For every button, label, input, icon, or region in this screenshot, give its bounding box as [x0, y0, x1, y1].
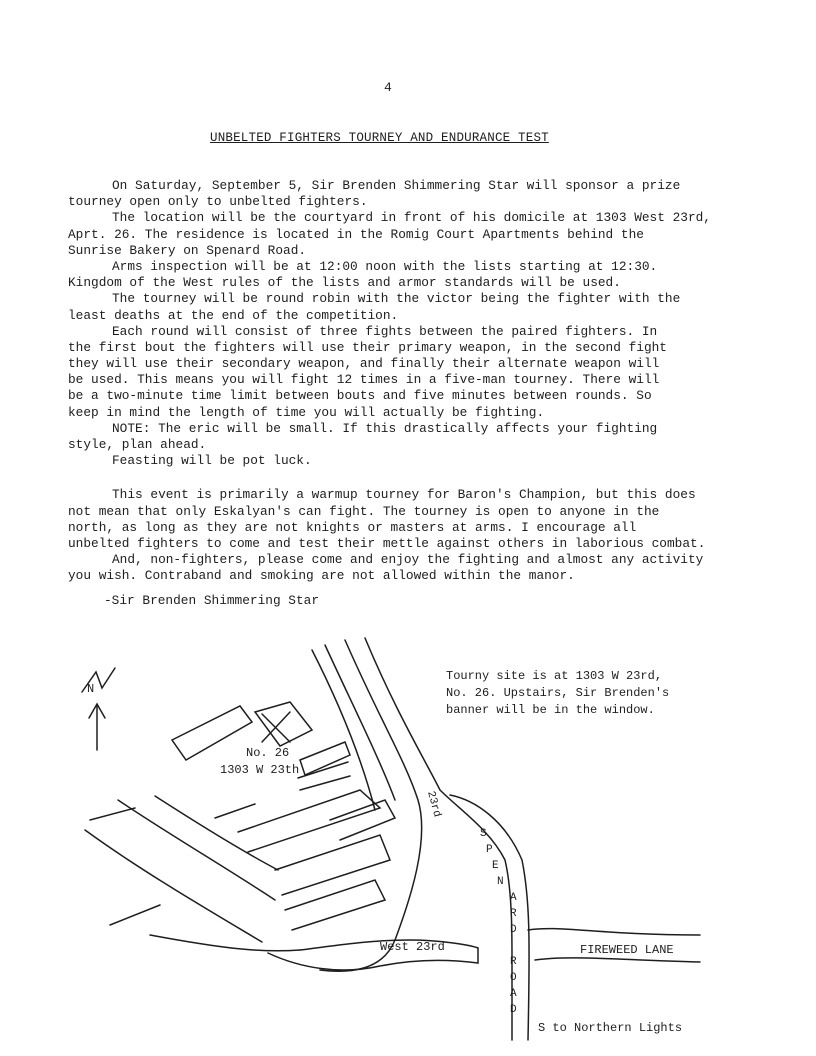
buildings [172, 702, 395, 930]
building-label-address: 1303 W 23th [220, 763, 300, 777]
paragraph-text: not mean that only Eskalyan's can fight. The tourney is open to anyone in the [68, 503, 660, 519]
street-label-west-23rd: West 23rd [380, 940, 445, 954]
building-label-number: No. 26 [246, 746, 290, 760]
site-note-line-3: banner will be in the window. [446, 703, 655, 717]
paragraph-text: Arms inspection will be at 12:00 noon with the lists starting at 12:30. [112, 258, 658, 274]
spenard-letter: R [510, 956, 517, 968]
spenard-letter: P [486, 844, 493, 856]
paragraph-text: be a two-minute time limit between bouts and five minutes between rounds. So [68, 388, 652, 404]
north-label: N [87, 682, 95, 696]
spenard-letter: N [497, 876, 504, 888]
paragraph-text: you wish. Contraband and smoking are not allowed within the manor. [68, 568, 575, 584]
paragraph-text: north, as long as they are not knights or masters at arms. I encourage all [68, 519, 637, 535]
paragraph-text: keep in mind the length of time you will actually be fighting. [68, 404, 545, 420]
paragraph-text: The location will be the courtyard in front of his domicile at 1303 West 23rd, [112, 210, 711, 226]
paragraph-text: be used. This means you will fight 12 times in a five-man tourney. There will [68, 372, 660, 388]
spenard-letter: E [492, 860, 499, 872]
spenard-letter: S [480, 828, 487, 840]
paragraph-text: This event is primarily a warmup tourney for Baron's Champion, but this does [112, 487, 696, 503]
street-label-23rd: 23rd [424, 789, 443, 819]
paragraph-text: tourney open only to unbelted fighters. [68, 194, 368, 210]
site-note-line-2: No. 26. Upstairs, Sir Brenden's [446, 686, 670, 700]
spenard-letter: O [510, 972, 517, 984]
paragraph-text: Sunrise Bakery on Spenard Road. [68, 242, 307, 258]
paragraph-text: the first bout the fighters will use their primary weapon, in the second fight [68, 339, 667, 355]
page-number: 4 [384, 80, 392, 95]
north-arrow-icon [82, 668, 115, 750]
paragraph-text: NOTE: The eric will be small. If this drastically affects your fighting [112, 420, 658, 436]
spenard-letter: R [510, 908, 517, 920]
spenard-letter: D [510, 1004, 517, 1016]
spenard-letter: A [510, 892, 517, 904]
paragraph-text: The tourney will be round robin with the victor being the fighter with the [112, 291, 681, 307]
paragraph-text: least deaths at the end of the competition. [68, 307, 399, 323]
street-label-fireweed: FIREWEED LANE [580, 943, 674, 957]
south-note: S to Northern Lights [538, 1021, 683, 1035]
paragraph-text: Feasting will be pot luck. [112, 453, 312, 469]
site-note-line-1: Tourny site is at 1303 W 23rd, [446, 669, 663, 683]
paragraph-text: Kingdom of the West rules of the lists and armor standards will be used. [68, 275, 621, 291]
paragraph-text: On Saturday, September 5, Sir Brenden Shimmering Star will sponsor a prize [112, 178, 681, 193]
left-lots [85, 796, 278, 942]
spenard-letter: D [510, 924, 517, 936]
paragraph-text: unbelted fighters to come and test their mettle against others in laborious combat. [68, 535, 706, 551]
signature: -Sir Brenden Shimmering Star [104, 593, 320, 608]
paragraph-text: they will use their secondary weapon, and finally their alternate weapon will [68, 356, 660, 372]
page-title: UNBELTED FIGHTERS TOURNEY AND ENDURANCE TEST [210, 131, 549, 145]
spenard-letter: A [510, 988, 517, 1000]
paragraph-text: Aprt. 26. The residence is located in the Romig Court Apartments behind the [68, 226, 644, 242]
paragraph-text: And, non-fighters, please come and enjoy the fighting and almost any activity [112, 552, 704, 568]
paragraph-text: style, plan ahead. [68, 437, 207, 452]
paragraph-text: Each round will consist of three fights between the paired fighters. In [112, 323, 658, 339]
